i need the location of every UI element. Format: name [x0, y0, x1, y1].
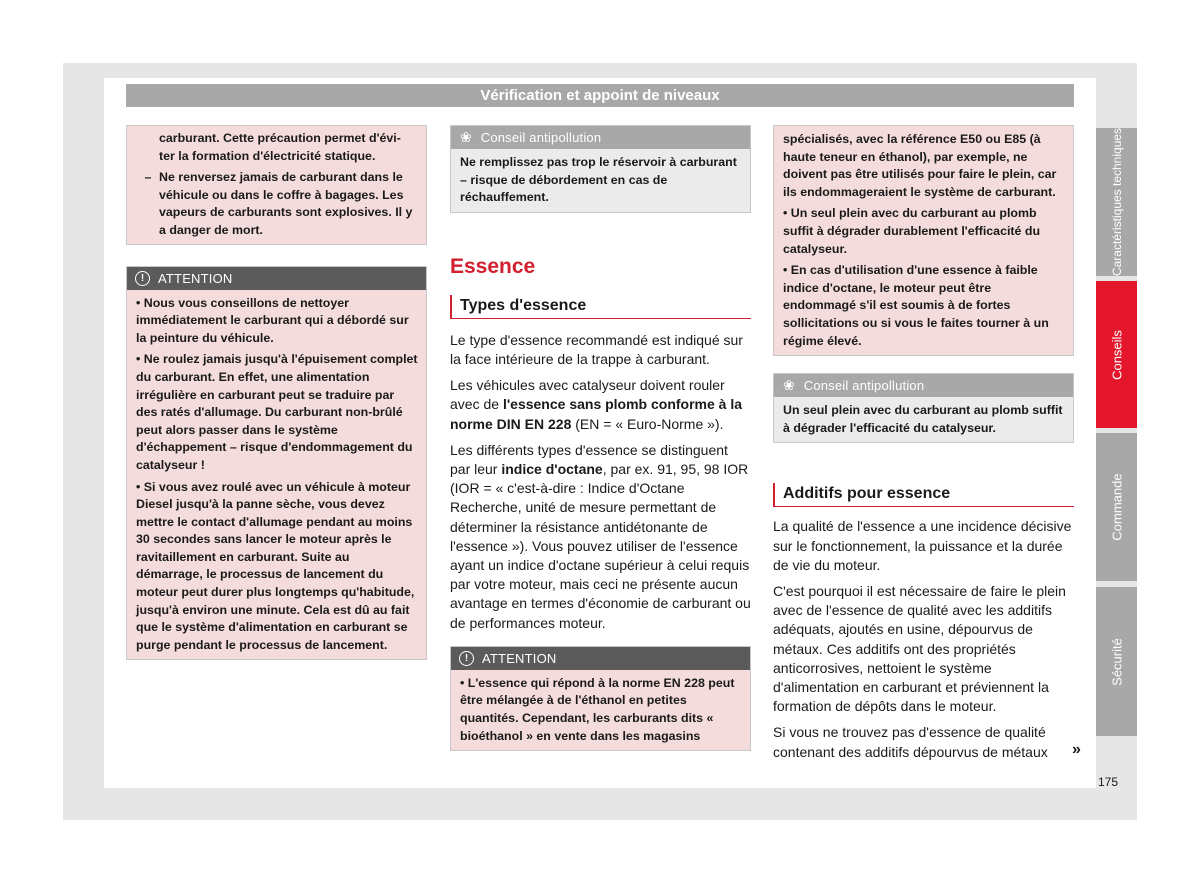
attention-box — [450, 646, 751, 751]
attention-bullet: • Ne roulez jamais jusqu'à l'épuisement complet du carburant. En effet, une alimentation irrégulière en carburant peut se traduire par des ratés d'allumage. Du carburant non-brûlé peut alors passer dans le système d'échappement – risque d'endommagement du catalyseur ! — [136, 352, 418, 472]
page-number: 175 — [1098, 775, 1119, 789]
text-run: Les différents types d'essence se distinguent par leur — [450, 441, 728, 477]
text-run: (EN = « Euro-Norme »). — [571, 415, 724, 432]
conseil-header — [774, 374, 1073, 397]
paragraph — [450, 441, 751, 633]
subsection-title: Types d'essence — [450, 295, 751, 319]
conseil-label: Conseil antipollution — [480, 130, 602, 145]
attention-header — [451, 647, 750, 670]
section-title: Essence — [450, 254, 536, 278]
warning-line: carburant. Cette précaution permet d'évi- — [159, 131, 401, 145]
paragraph: Le type d'essence recommandé est indiqué sur la face intérieure de la trappe à carburant. — [450, 331, 743, 367]
paragraph — [450, 376, 751, 434]
paragraph: C'est pourquoi il est nécessaire de faire le plein avec de l'essence de qualité avec les additifs adéquats, ajoutés en usine, dépourvus de métaux. Ces additifs ont des propriétés anticorrosives, nettoient le système d'alimentation en carburant et préviennent la formation de dépôts dans le moteur. — [773, 582, 1066, 715]
section-header: Vérification et appoint de niveaux — [126, 84, 1074, 107]
attention-text: spécialisés, avec la référence E50 ou E85 (à haute teneur en éthanol), par exemple, ne doivent pas être utilisés pour faire le plein, car ils endommageraient le système de carburant. — [783, 132, 1057, 199]
continue-arrow-icon: » — [1072, 741, 1081, 758]
warning-dash-item — [137, 169, 418, 239]
warning-icon: ! — [135, 271, 150, 286]
column-middle — [450, 125, 751, 751]
paragraph: Si vous ne trouvez pas d'essence de qualité contenant des additifs dépourvus de métaux — [773, 724, 1048, 760]
subsection-title: Additifs pour essence — [773, 483, 1074, 507]
attention-header — [127, 267, 426, 290]
conseil-label: Conseil antipollution — [803, 378, 925, 394]
text-run: , par ex. 91, 95, 98 IOR (IOR = « c'est-à-dire : Indice d'Octane Recherche, unité de mesure permettant de déterminer la résistance antidétonante de l'essence »). Vous pouvez utiliser de l'essence ayant un indice d'octane supérieur à celui requis par votre moteur, mais ceci ne présente aucun avantage en termes d'économie de carburant ou de performances moteur. — [450, 461, 751, 631]
attention-bullet: • Un seul plein avec du carburant au plomb suffit à dégrader durablement l'efficacité du catalyseur. — [783, 206, 1041, 256]
dash-marker: – — [144, 170, 152, 185]
conseil-body: Ne remplissez pas trop le réservoir à carburant – risque de débordement en cas de réchauffement. — [451, 149, 750, 212]
flower-icon: ❀ — [783, 377, 795, 394]
column-left — [126, 125, 427, 660]
text-run-bold: l'essence sans plomb conforme à la norme DIN EN 228 — [450, 396, 743, 432]
sidebar-tab-label: Caractéristiques techniques — [1109, 127, 1124, 277]
paragraph: La qualité de l'essence a une incidence décisive sur le fonctionnement, la puissance et la durée de vie du moteur. — [773, 518, 1072, 573]
attention-bullet: • Si vous avez roulé avec un véhicule à moteur Diesel jusqu'à la panne sèche, vous devez mettre le contact d'allumage pendant au moins 30 secondes sans lancer le moteur après le ravitaillement en carburant. Suite au démarrage, le processus de lancement du moteur peut durer plus longtemps qu'habitude, jusqu'à environ une minute. Cela est dû au fait que le système d'alimentation en carburant se purge pendant le processus de lancement. — [136, 479, 415, 652]
sidebar-tab-label: Sécurité — [1109, 637, 1124, 686]
column-right — [773, 125, 1074, 762]
sidebar-tab-label: Conseils — [1109, 329, 1124, 380]
attention-body: • L'essence qui répond à la norme EN 228 peut être mélangée à de l'éthanol en petites quantités. Cependant, les carburants dits « bioéthanol » en vente dans les magasins — [451, 670, 750, 750]
attention-continuation-box — [773, 125, 1074, 356]
conseil-body: Un seul plein avec du carburant au plomb suffit à dégrader l'efficacité du catalyseur. — [774, 397, 1073, 442]
attention-bullet: • En cas d'utilisation d'une essence à faible indice d'octane, le moteur peut être endommagé s'il est soumis à de fortes sollicitations ou si vous le faites tourner à un régime élevé. — [783, 263, 1049, 348]
sidebar-tab-caracteristiques[interactable] — [1096, 128, 1137, 276]
attention-label: ATTENTION — [158, 270, 233, 286]
text-run: Les véhicules avec catalyseur doivent rouler avec de — [450, 377, 725, 413]
attention-bullet: • Nous vous conseillons de nettoyer immédiatement le carburant qui a débordé sur la peinture du véhicule. — [136, 295, 409, 345]
text-run-bold: indice d'octane — [501, 461, 603, 477]
warning-icon: ! — [459, 651, 474, 666]
conseil-box — [450, 125, 751, 213]
warning-line: ter la formation d'électricité statique. — [159, 148, 376, 163]
attention-body — [127, 290, 426, 660]
sidebar-tab-securite[interactable] — [1096, 587, 1137, 736]
sidebar-tab-label: Commande — [1109, 473, 1124, 541]
conseil-header — [451, 126, 750, 149]
attention-box — [126, 266, 427, 661]
conseil-box — [773, 373, 1074, 443]
warning-dash-text: Ne renversez jamais de carburant dans le véhicule ou dans le coffre à bagages. Les vapeurs de carburants sont explosives. Il y a danger de mort. — [159, 170, 413, 237]
sidebar-tab-conseils[interactable] — [1096, 281, 1137, 428]
attention-label: ATTENTION — [482, 650, 557, 666]
warning-continuation-box — [126, 125, 427, 245]
sidebar-tab-commande[interactable] — [1096, 433, 1137, 581]
flower-icon: ❀ — [460, 129, 472, 145]
attention-body — [774, 126, 1073, 355]
